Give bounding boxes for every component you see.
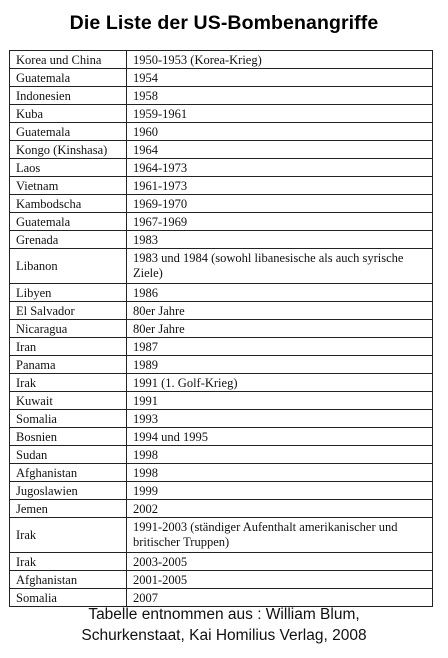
table-row <box>10 105 433 123</box>
period-cell: 1969-1970 <box>127 195 433 213</box>
period-cell: 1983 <box>127 231 433 249</box>
period-cell: 1983 und 1984 (sowohl libanesische als auch syrische Ziele) <box>127 249 433 284</box>
table-row <box>10 518 433 553</box>
table-row <box>10 338 433 356</box>
table-row <box>10 392 433 410</box>
country-cell: Guatemala <box>10 123 127 141</box>
period-cell: 1960 <box>127 123 433 141</box>
country-cell: Irak <box>10 553 127 571</box>
period-cell: 1991 (1. Golf-Krieg) <box>127 374 433 392</box>
table-row <box>10 87 433 105</box>
table-container <box>9 50 433 607</box>
table-row <box>10 213 433 231</box>
country-cell: Indonesien <box>10 87 127 105</box>
period-cell: 1967-1969 <box>127 213 433 231</box>
period-cell: 2007 <box>127 589 433 607</box>
period-cell: 1998 <box>127 446 433 464</box>
period-cell: 1998 <box>127 464 433 482</box>
table-row <box>10 159 433 177</box>
country-cell: Irak <box>10 518 127 553</box>
period-cell: 1989 <box>127 356 433 374</box>
country-cell: Iran <box>10 338 127 356</box>
country-cell: Libyen <box>10 284 127 302</box>
table-row <box>10 410 433 428</box>
period-cell: 2003-2005 <box>127 553 433 571</box>
period-cell: 1961-1973 <box>127 177 433 195</box>
source-caption <box>0 604 448 646</box>
country-cell: Grenada <box>10 231 127 249</box>
country-cell: El Salvador <box>10 302 127 320</box>
table-row <box>10 320 433 338</box>
period-cell: 1987 <box>127 338 433 356</box>
period-cell: 1994 und 1995 <box>127 428 433 446</box>
table-row <box>10 177 433 195</box>
table-row <box>10 482 433 500</box>
table-body <box>10 51 433 607</box>
country-cell: Jemen <box>10 500 127 518</box>
period-cell: 1993 <box>127 410 433 428</box>
table-row <box>10 249 433 284</box>
country-cell: Somalia <box>10 589 127 607</box>
table-row <box>10 428 433 446</box>
period-cell: 2002 <box>127 500 433 518</box>
table-row <box>10 69 433 87</box>
table-row <box>10 51 433 69</box>
period-cell: 1950-1953 (Korea-Krieg) <box>127 51 433 69</box>
page-title: Die Liste der US-Bombenangriffe <box>69 12 379 34</box>
caption-line-2: Schurkenstaat, Kai Homilius Verlag, 2008 <box>81 627 367 644</box>
table-row <box>10 374 433 392</box>
country-cell: Afghanistan <box>10 571 127 589</box>
period-cell: 1954 <box>127 69 433 87</box>
table-row <box>10 500 433 518</box>
country-cell: Kuba <box>10 105 127 123</box>
table-row <box>10 356 433 374</box>
period-cell: 1991-2003 (ständiger Aufenthalt amerikanischer und britischer Truppen) <box>127 518 433 553</box>
period-cell: 1964-1973 <box>127 159 433 177</box>
table-row <box>10 231 433 249</box>
table-row <box>10 141 433 159</box>
table-row <box>10 571 433 589</box>
table-row <box>10 553 433 571</box>
table-row <box>10 284 433 302</box>
country-cell: Kuwait <box>10 392 127 410</box>
country-cell: Guatemala <box>10 213 127 231</box>
country-cell: Libanon <box>10 249 127 284</box>
table-row <box>10 195 433 213</box>
period-cell: 1986 <box>127 284 433 302</box>
country-cell: Somalia <box>10 410 127 428</box>
country-cell: Korea und China <box>10 51 127 69</box>
table-row <box>10 123 433 141</box>
country-cell: Afghanistan <box>10 464 127 482</box>
country-cell: Guatemala <box>10 69 127 87</box>
period-cell: 2001-2005 <box>127 571 433 589</box>
country-cell: Laos <box>10 159 127 177</box>
country-cell: Vietnam <box>10 177 127 195</box>
period-cell: 80er Jahre <box>127 320 433 338</box>
bombing-table <box>9 50 433 607</box>
period-cell: 1999 <box>127 482 433 500</box>
table-row <box>10 446 433 464</box>
period-cell: 1991 <box>127 392 433 410</box>
period-cell: 1964 <box>127 141 433 159</box>
country-cell: Kongo (Kinshasa) <box>10 141 127 159</box>
country-cell: Panama <box>10 356 127 374</box>
country-cell: Kambodscha <box>10 195 127 213</box>
table-row <box>10 302 433 320</box>
country-cell: Nicaragua <box>10 320 127 338</box>
country-cell: Irak <box>10 374 127 392</box>
period-cell: 80er Jahre <box>127 302 433 320</box>
country-cell: Bosnien <box>10 428 127 446</box>
period-cell: 1959-1961 <box>127 105 433 123</box>
caption-line-1: Tabelle entnommen aus : William Blum, <box>88 606 360 623</box>
table-row <box>10 464 433 482</box>
country-cell: Jugoslawien <box>10 482 127 500</box>
country-cell: Sudan <box>10 446 127 464</box>
period-cell: 1958 <box>127 87 433 105</box>
